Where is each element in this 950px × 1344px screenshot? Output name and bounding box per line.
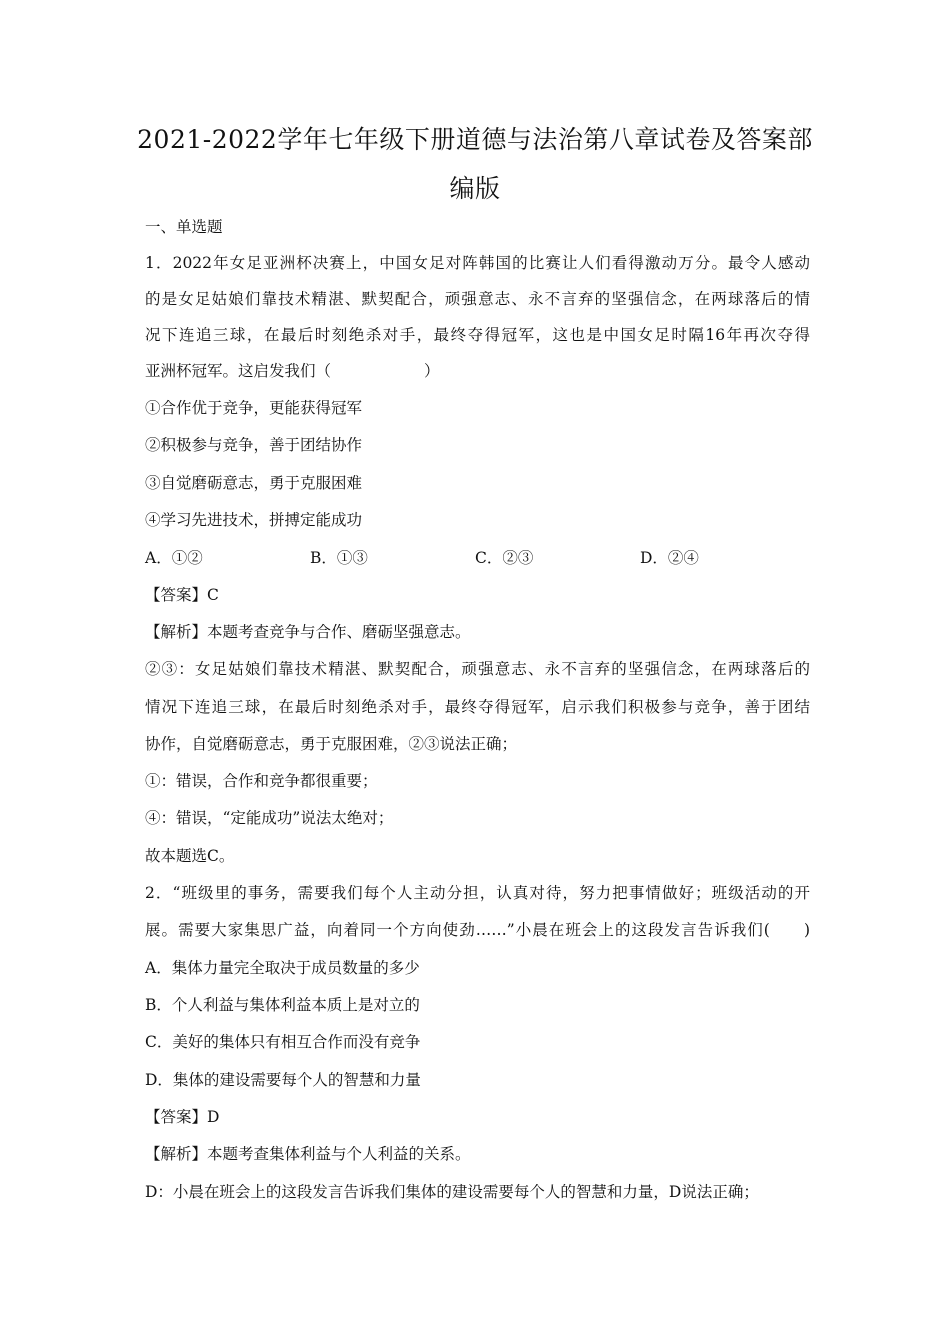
q1-option-c: C．②③ [475, 549, 534, 567]
q1-statement: ④学习先进技术，拼搏定能成功 [145, 511, 363, 529]
q2-option-c: C．美好的集体只有相互合作而没有竞争 [145, 1033, 421, 1051]
q2-stem-line: 2．“班级里的事务，需要我们每个人主动分担，认真对待，努力把事情做好；班级活动的开 [145, 884, 810, 902]
q1-analysis-line: 故本题选C。 [145, 847, 235, 865]
section-heading: 一、单选题 [145, 218, 223, 236]
q1-analysis-line: ④：错误，“定能成功”说法太绝对； [145, 809, 394, 827]
q1-analysis-line: 协作，自觉磨砺意志，勇于克服困难，②③说法正确； [145, 735, 518, 753]
q2-stem-line: 展。需要大家集思广益，向着同一个方向使劲……”小晨在班会上的这段发言告诉我们( ) [145, 921, 810, 939]
q1-analysis-line: ②③：女足姑娘们靠技术精湛、默契配合，顽强意志、永不言弃的坚强信念，在两球落后的 [145, 660, 810, 678]
q1-statement: ①合作优于竞争，更能获得冠军 [145, 399, 363, 417]
q1-statement: ③自觉磨砺意志，勇于克服困难 [145, 474, 363, 492]
q1-option-b: B．①③ [310, 549, 368, 567]
q2-answer: 【答案】D [145, 1108, 220, 1126]
q1-stem-line: 的是女足姑娘们靠技术精湛、默契配合，顽强意志、永不言弃的坚强信念，在两球落后的情 [145, 290, 810, 308]
q1-statement: ②积极参与竞争，善于团结协作 [145, 436, 363, 454]
q1-option-d: D．②④ [640, 549, 699, 567]
document-title-line-1: 2021-2022学年七年级下册道德与法治第八章试卷及答案部 [137, 125, 813, 154]
q1-analysis-line: 【解析】本题考查竞争与合作、磨砺坚强意志。 [145, 623, 471, 641]
q2-option-b: B．个人利益与集体利益本质上是对立的 [145, 996, 420, 1014]
document-title-line-2: 编版 [449, 174, 501, 203]
q1-analysis-line: ①：错误，合作和竞争都很重要； [145, 772, 378, 790]
q2-analysis-line: D：小晨在班会上的这段发言告诉我们集体的建设需要每个人的智慧和力量，D说法正确； [145, 1183, 759, 1201]
q1-stem-line: 亚洲杯冠军。这启发我们（ ） [145, 362, 440, 380]
q1-analysis-line: 情况下连追三球，在最后时刻绝杀对手，最终夺得冠军，启示我们积极参与竞争，善于团结 [145, 698, 810, 716]
q1-stem-line: 1．2022年女足亚洲杯决赛上，中国女足对阵韩国的比赛让人们看得激动万分。最令人感动 [145, 254, 810, 272]
q1-option-a: A．①② [145, 549, 203, 567]
q2-option-d: D．集体的建设需要每个人的智慧和力量 [145, 1071, 421, 1089]
q2-analysis-line: 【解析】本题考查集体利益与个人利益的关系。 [145, 1145, 471, 1163]
q1-answer: 【答案】C [145, 586, 219, 604]
q2-option-a: A．集体力量完全取决于成员数量的多少 [145, 959, 420, 977]
q1-stem-line: 况下连追三球，在最后时刻绝杀对手，最终夺得冠军，这也是中国女足时隔16年再次夺得 [145, 326, 810, 344]
